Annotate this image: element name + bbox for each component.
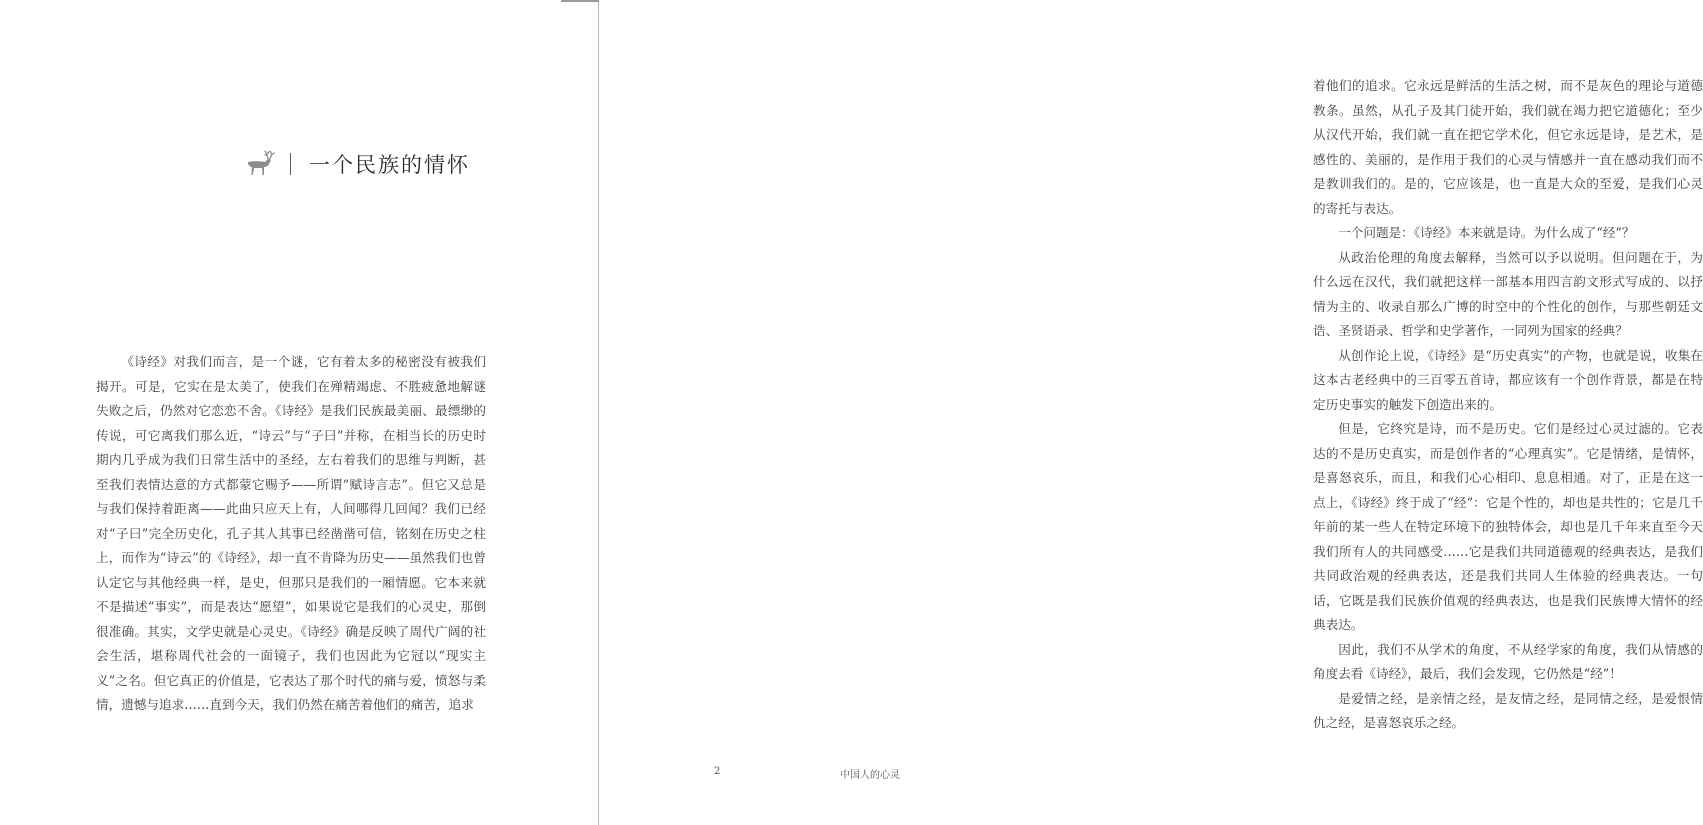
heading-divider	[290, 153, 291, 175]
paragraph: 是爱情之经，是亲情之经，是友情之经，是同情之经，是爱恨情仇之经，是喜怒哀乐之经。	[1313, 690, 1703, 730]
left-body-text	[96, 350, 486, 718]
paragraph: 因此，我们不从学术的角度，不从经学家的角度，我们从情感的角度去看《诗经》，最后，我们会发现，它仍然是“经”！	[1313, 641, 1703, 681]
paragraph: 从政治伦理的角度去解释，当然可以予以说明。但问题在于，为什么远在汉代，我们就把这样一部基本用四言韵文形式写成的、以抒情为主的、收录自那么广博的时空中的个性化的创作，与那些朝廷文诰、圣贤语录、哲学和史学著作，一同列为国家的经典？	[1313, 249, 1703, 338]
page-number: 2	[714, 766, 721, 777]
paragraph: 着他们的追求。它永远是鲜活的生活之树，而不是灰色的理论与道德教条。虽然，从孔子及其门徒开始，我们就在竭力把它道德化；至少从汉代开始，我们就一直在把它学术化，但它永远是诗，是艺术，是感性的、美丽的，是作用于我们的心灵与情感并一直在感动我们而不是教训我们的。是的，它应该是，也一直是大众的至爱，是我们心灵的寄托与表达。	[1313, 78, 1703, 216]
paragraph: 一个问题是：《诗经》本来就是诗。为什么成了“经”？	[1338, 225, 1635, 240]
left-page	[0, 0, 598, 825]
paragraph: 但是，它终究是诗，而不是历史。它们是经过心灵过滤的。它表达的不是历史真实，而是创作者的“心理真实”。它是情绪，是情怀，是喜怒哀乐，而且，和我们心心相印、息息相通。对了，正是在这一点上，《诗经》终于成了“经”：它是个性的，却也是共性的；它是几千年前的某一些人在特定环境下的独特体会，却也是几千年来直至今天我们所有人的共同感受……它是我们共同道德观的经典表达，是我们共同政治观的经典表达，还是我们共同人生体验的经典表达。一句话，它既是我们民族价值观的经典表达，也是我们民族博大情怀的经典表达。	[1313, 421, 1703, 632]
right-body-text	[1313, 74, 1703, 736]
running-title: 中国人的心灵	[840, 770, 900, 781]
deer-icon	[244, 148, 276, 180]
chapter-title: 一个民族的情怀	[309, 153, 470, 177]
right-page	[599, 0, 1703, 825]
chapter-heading	[244, 148, 470, 180]
paragraph: 从创作论上说，《诗经》是“历史真实”的产物，也就是说，收集在这本古老经典中的三百零五首诗，都应该有一个创作背景，都是在特定历史事实的触发下创造出来的。	[1313, 347, 1703, 412]
paragraph: 《诗经》对我们而言，是一个谜，它有着太多的秘密没有被我们揭开。可是，它实在是太美了，使我们在殚精竭虑、不胜疲惫地解谜失败之后，仍然对它恋恋不舍。《诗经》是我们民族最美丽、最缥缈的传说，可它离我们那么近，“诗云”与“子曰”并称，在相当长的历史时期内几乎成为我们日常生活中的圣经，左右着我们的思维与判断，甚至我们表情达意的方式都蒙它赐予——所谓“赋诗言志”。但它又总是与我们保持着距离——此曲只应天上有，人间哪得几回闻？我们已经对“子曰”完全历史化，孔子其人其事已经凿凿可信，铭刻在历史之柱上，而作为“诗云”的《诗经》，却一直不肯降为历史——虽然我们也曾认定它与其他经典一样，是史，但那只是我们的一厢情愿。它本来就不是描述“事实”，而是表达“愿望”，如果说它是我们的心灵史，那倒很准确。其实，文学史就是心灵史。《诗经》确是反映了周代广阔的社会生活，堪称周代社会的一面镜子，我们也因此为它冠以“现实主义”之名。但它真正的价值是，它表达了那个时代的痛与爱，愤怒与柔情，遗憾与追求……直到今天，我们仍然在痛苦着他们的痛苦，追求	[96, 354, 486, 712]
